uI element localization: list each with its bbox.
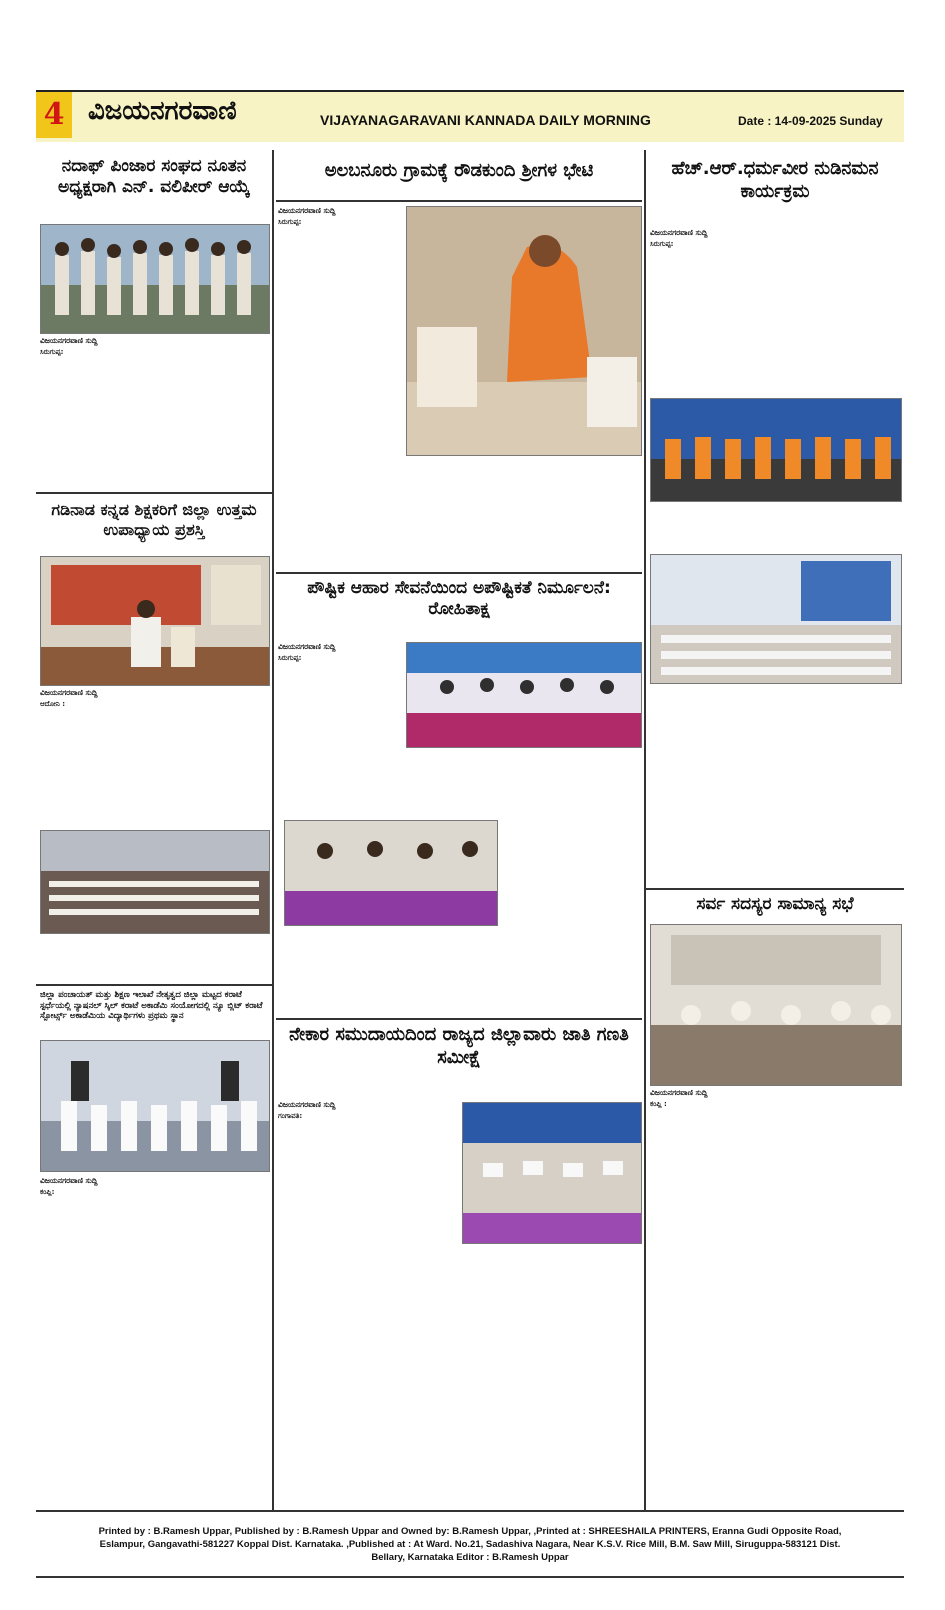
section-divider — [36, 984, 272, 986]
footer-divider — [36, 1510, 904, 1512]
photo-teacher-award — [40, 556, 270, 686]
article-body-nutrition-cont3 — [500, 820, 640, 924]
headline-nadaf: ನದಾಫ್ ಪಿಂಜಾರ ಸಂಘದ ನೂತನ ಅಧ್ಯಕ್ಷರಾಗಿ ಎನ್. ವಲಿಪೀರ್ ಆಯ್ಕೆ — [58, 156, 250, 198]
article-body-swamiji — [278, 218, 402, 454]
article-body-census — [278, 1112, 456, 1504]
headline-rule — [276, 200, 642, 202]
imprint-line-2: Eslampur, Gangavathi-581227 Koppal Dist. Karnataka. ,Published at : At Ward. No.21, Sadashiva Nagara, Near K.S.V. Rice Mill, B.M. Saw Mill, Siruguppa-583121 Dist. — [99, 1538, 841, 1550]
byline-dharmaveera: ವಿಜಯನಗರವಾಣಿ ಸುದ್ದಿ — [650, 228, 708, 237]
article-body-nutrition-cont1 — [278, 756, 456, 816]
dateline-teacher: ಆದೋನಿ : — [40, 700, 66, 708]
dateline-general-body: ಕಂಪ್ಲಿ : — [650, 1100, 667, 1108]
photo-karate-team — [40, 1040, 270, 1172]
dateline-dharmaveera: ಸಿರುಗುಪ್ಪ: — [650, 240, 674, 248]
dateline-karate: ಕಂಪ್ಲಿ: — [40, 1188, 55, 1196]
article-body-dharmaveera-cont2 — [650, 686, 900, 884]
dateline-census: ಗಂಗಾವತಿ: — [278, 1112, 303, 1120]
date: Date : 14-09-2025 Sunday — [738, 114, 883, 128]
photo-census-meeting — [462, 1102, 642, 1244]
headline-dharmaveera: ಹೆಚ್.ಆರ್.ಧರ್ಮವೀರ ನುಡಿನಮನ ಕಾರ್ಯಕ್ರಮ — [671, 158, 879, 202]
article-body-dharmaveera-cont1 — [650, 504, 900, 550]
headline-census: ನೇಕಾರ ಸಮುದಾಯದಿಂದ ರಾಜ್ಯದ ಜಿಲ್ಲಾವಾರು ಜಾತಿ ಗಣತಿ ಸಮೀಕ್ಷೆ — [289, 1024, 629, 1068]
imprint-footer — [40, 1526, 900, 1564]
headline-karate: ಜಿಲ್ಲಾ ಪಂಚಾಯತ್ ಮತ್ತು ಶಿಕ್ಷಣ ಇಲಾಖೆ ನೇತೃತ್ವದ ಜಿಲ್ಲಾ ಮಟ್ಟದ ಕರಾಟೆ ಸ್ಪರ್ಧೆಯಲ್ಲಿ ನ್ಯಾಷನಲ್ ಸ್ಕಿಲ್ ಕರಾಟೆ ಅಕಾಡೆಮಿ ಸಂಯೋಗದಲ್ಲಿ ನ್ಯೂ ಬ್ಲಿಟ್ ಕರಾಟೆ ಸ್ಪೋರ್ಟ್ಸ್ ಅಕಾಡೆಮಿಯ ವಿದ್ಯಾರ್ಥಿಗಳು ಪ್ರಥಮ ಸ್ಥಾನ — [40, 990, 263, 1022]
headline-general-body: ಸರ್ವ ಸದಸ್ಯರ ಸಾಮಾನ್ಯ ಸಭೆ — [696, 894, 854, 914]
headline-swamiji: ಅಲಬನೂರು ಗ್ರಾಮಕ್ಕೆ ರೌಡಕುಂದಿ ಶ್ರೀಗಳ ಭೇಟಿ — [324, 160, 594, 181]
article-body-dharmaveera — [650, 240, 900, 394]
article-body-nutrition — [278, 654, 402, 754]
article-body-nutrition-cont4 — [278, 928, 456, 1014]
page-number: 4 — [36, 92, 72, 138]
section-divider — [276, 572, 642, 574]
imprint-line-1: Printed by : B.Ramesh Uppar, Published by : B.Ramesh Uppar and Owned by: B.Ramesh Uppar, ,Printed at : SHREESHAILA PRINTERS, Eranna Gudi Opposite Road, — [98, 1526, 842, 1537]
article-body-nutrition-cont5 — [462, 928, 640, 1014]
dateline-nutrition: ಸಿರುಗುಪ್ಪ: — [278, 654, 302, 662]
photo-nutrition-stage — [406, 642, 642, 748]
photo-nutrition-food — [284, 820, 498, 926]
section-divider — [646, 888, 904, 890]
imprint-line-3: Bellary, Karnataka Editor : B.Ramesh Uppar — [371, 1551, 569, 1563]
byline-general-body: ವಿಜಯನಗರವಾಣಿ ಸುದ್ದಿ — [650, 1088, 708, 1097]
article-body-teacher — [40, 700, 268, 824]
column-divider — [644, 150, 646, 1510]
paper-name-english: VIJAYANAGARAVANI KANNADA DAILY MORNING — [320, 112, 651, 128]
article-body-teacher-cont — [40, 936, 268, 980]
byline-nadaf: ವಿಜಯನಗರವಾಣಿ ಸುದ್ದಿ — [40, 336, 98, 345]
paper-name-kannada: ವಿಜಯನಗರವಾಣಿ — [88, 96, 237, 126]
headline-teacher: ಗಡಿನಾಡ ಕನ್ನಡ ಶಿಕ್ಷಕರಿಗೆ ಜಿಲ್ಲಾ ಉತ್ತಮ ಉಪಾಧ್ಯಾಯ ಪ್ರಶಸ್ತಿ — [51, 500, 257, 539]
column-divider — [272, 150, 274, 1510]
article-body-general-body — [650, 1100, 900, 1504]
article-body-nutrition-cont2 — [462, 756, 640, 816]
photo-dharmaveera-audience — [650, 554, 902, 684]
photo-teacher-audience — [40, 830, 270, 934]
article-body-census-cont — [462, 1246, 640, 1504]
photo-dharmaveera-team — [650, 398, 902, 502]
byline-karate: ವಿಜಯನಗರವಾಣಿ ಸುದ್ದಿ — [40, 1176, 98, 1185]
headline-nutrition: ಪೌಷ್ಟಿಕ ಆಹಾರ ಸೇವನೆಯಿಂದ ಅಪೌಷ್ಟಿಕತೆ ನಿರ್ಮೂಲನೆ: ರೋಹಿತಾಕ್ಷ — [307, 578, 611, 620]
byline-census: ವಿಜಯನಗರವಾಣಿ ಸುದ್ದಿ — [278, 1100, 336, 1109]
bottom-rule — [36, 1576, 904, 1578]
article-body-swamiji-cont2 — [462, 458, 640, 570]
section-divider — [276, 1018, 642, 1020]
photo-nadaf-group — [40, 224, 270, 334]
article-body-karate — [40, 1188, 268, 1504]
byline-teacher: ವಿಜಯನಗರವಾಣಿ ಸುದ್ದಿ — [40, 688, 98, 697]
byline-swamiji: ವಿಜಯನಗರವಾಣಿ ಸುದ್ದಿ — [278, 206, 336, 215]
photo-general-body-meeting — [650, 924, 902, 1086]
dateline-swamiji: ಸಿರುಗುಪ್ಪ: — [278, 218, 302, 226]
byline-nutrition: ವಿಜಯನಗರವಾಣಿ ಸುದ್ದಿ — [278, 642, 336, 651]
article-body-nadaf — [40, 348, 268, 488]
dateline-nadaf: ಸಿರುಗುಪ್ಪ: — [40, 348, 64, 356]
photo-swamiji-visit — [406, 206, 642, 456]
section-divider — [36, 492, 272, 494]
article-body-swamiji-cont1 — [278, 458, 456, 570]
